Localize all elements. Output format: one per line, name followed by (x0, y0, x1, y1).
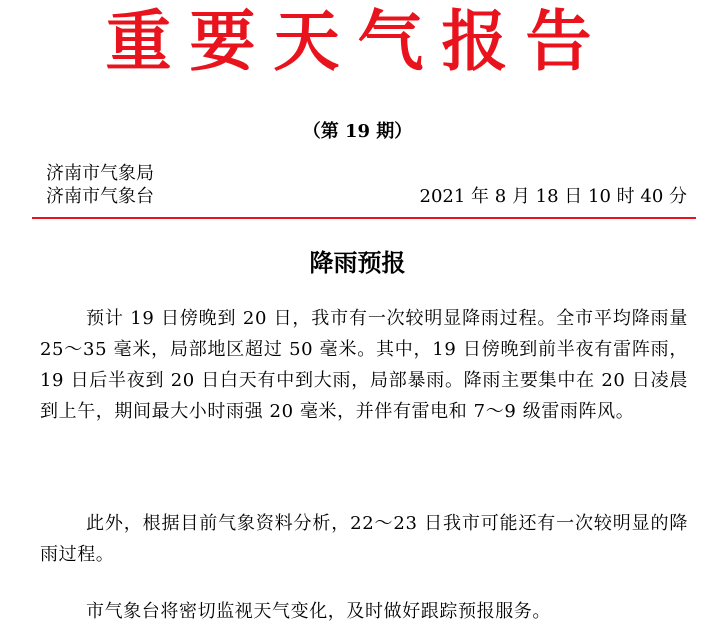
issuer-bureau: 济南市气象局 (46, 163, 154, 184)
report-title: 降雨预报 (309, 249, 406, 277)
report-paragraph-outlook: 此外，根据目前气象资料分析，22～23 日我市可能还有一次较明显的降雨过程。 (40, 513, 688, 565)
header-divider (32, 217, 696, 219)
report-masthead-title: 重要天气报告 (105, 3, 610, 80)
report-paragraph-service: 市气象台将密切监视天气变化，及时做好跟踪预报服务。 (86, 601, 551, 622)
issue-datetime: 2021 年 8 月 18 日 10 时 40 分 (419, 186, 687, 207)
issuer-observatory: 济南市气象台 (46, 186, 154, 207)
issue-number: （第 19 期） (302, 121, 413, 142)
report-paragraph-forecast: 预计 19 日傍晚到 20 日，我市有一次较明显降雨过程。全市平均降雨量 25～35 毫米，局部地区超过 50 毫米。其中，19 日傍晚到前半夜有雷阵雨，19 日后半夜到 20 日白天有中到大雨，局部暴雨。降雨主要集中在 20 日凌晨到上午，期间最大小时雨强 20 毫米，并伴有雷电和 7～9 级雷雨阵风。 (40, 308, 688, 422)
